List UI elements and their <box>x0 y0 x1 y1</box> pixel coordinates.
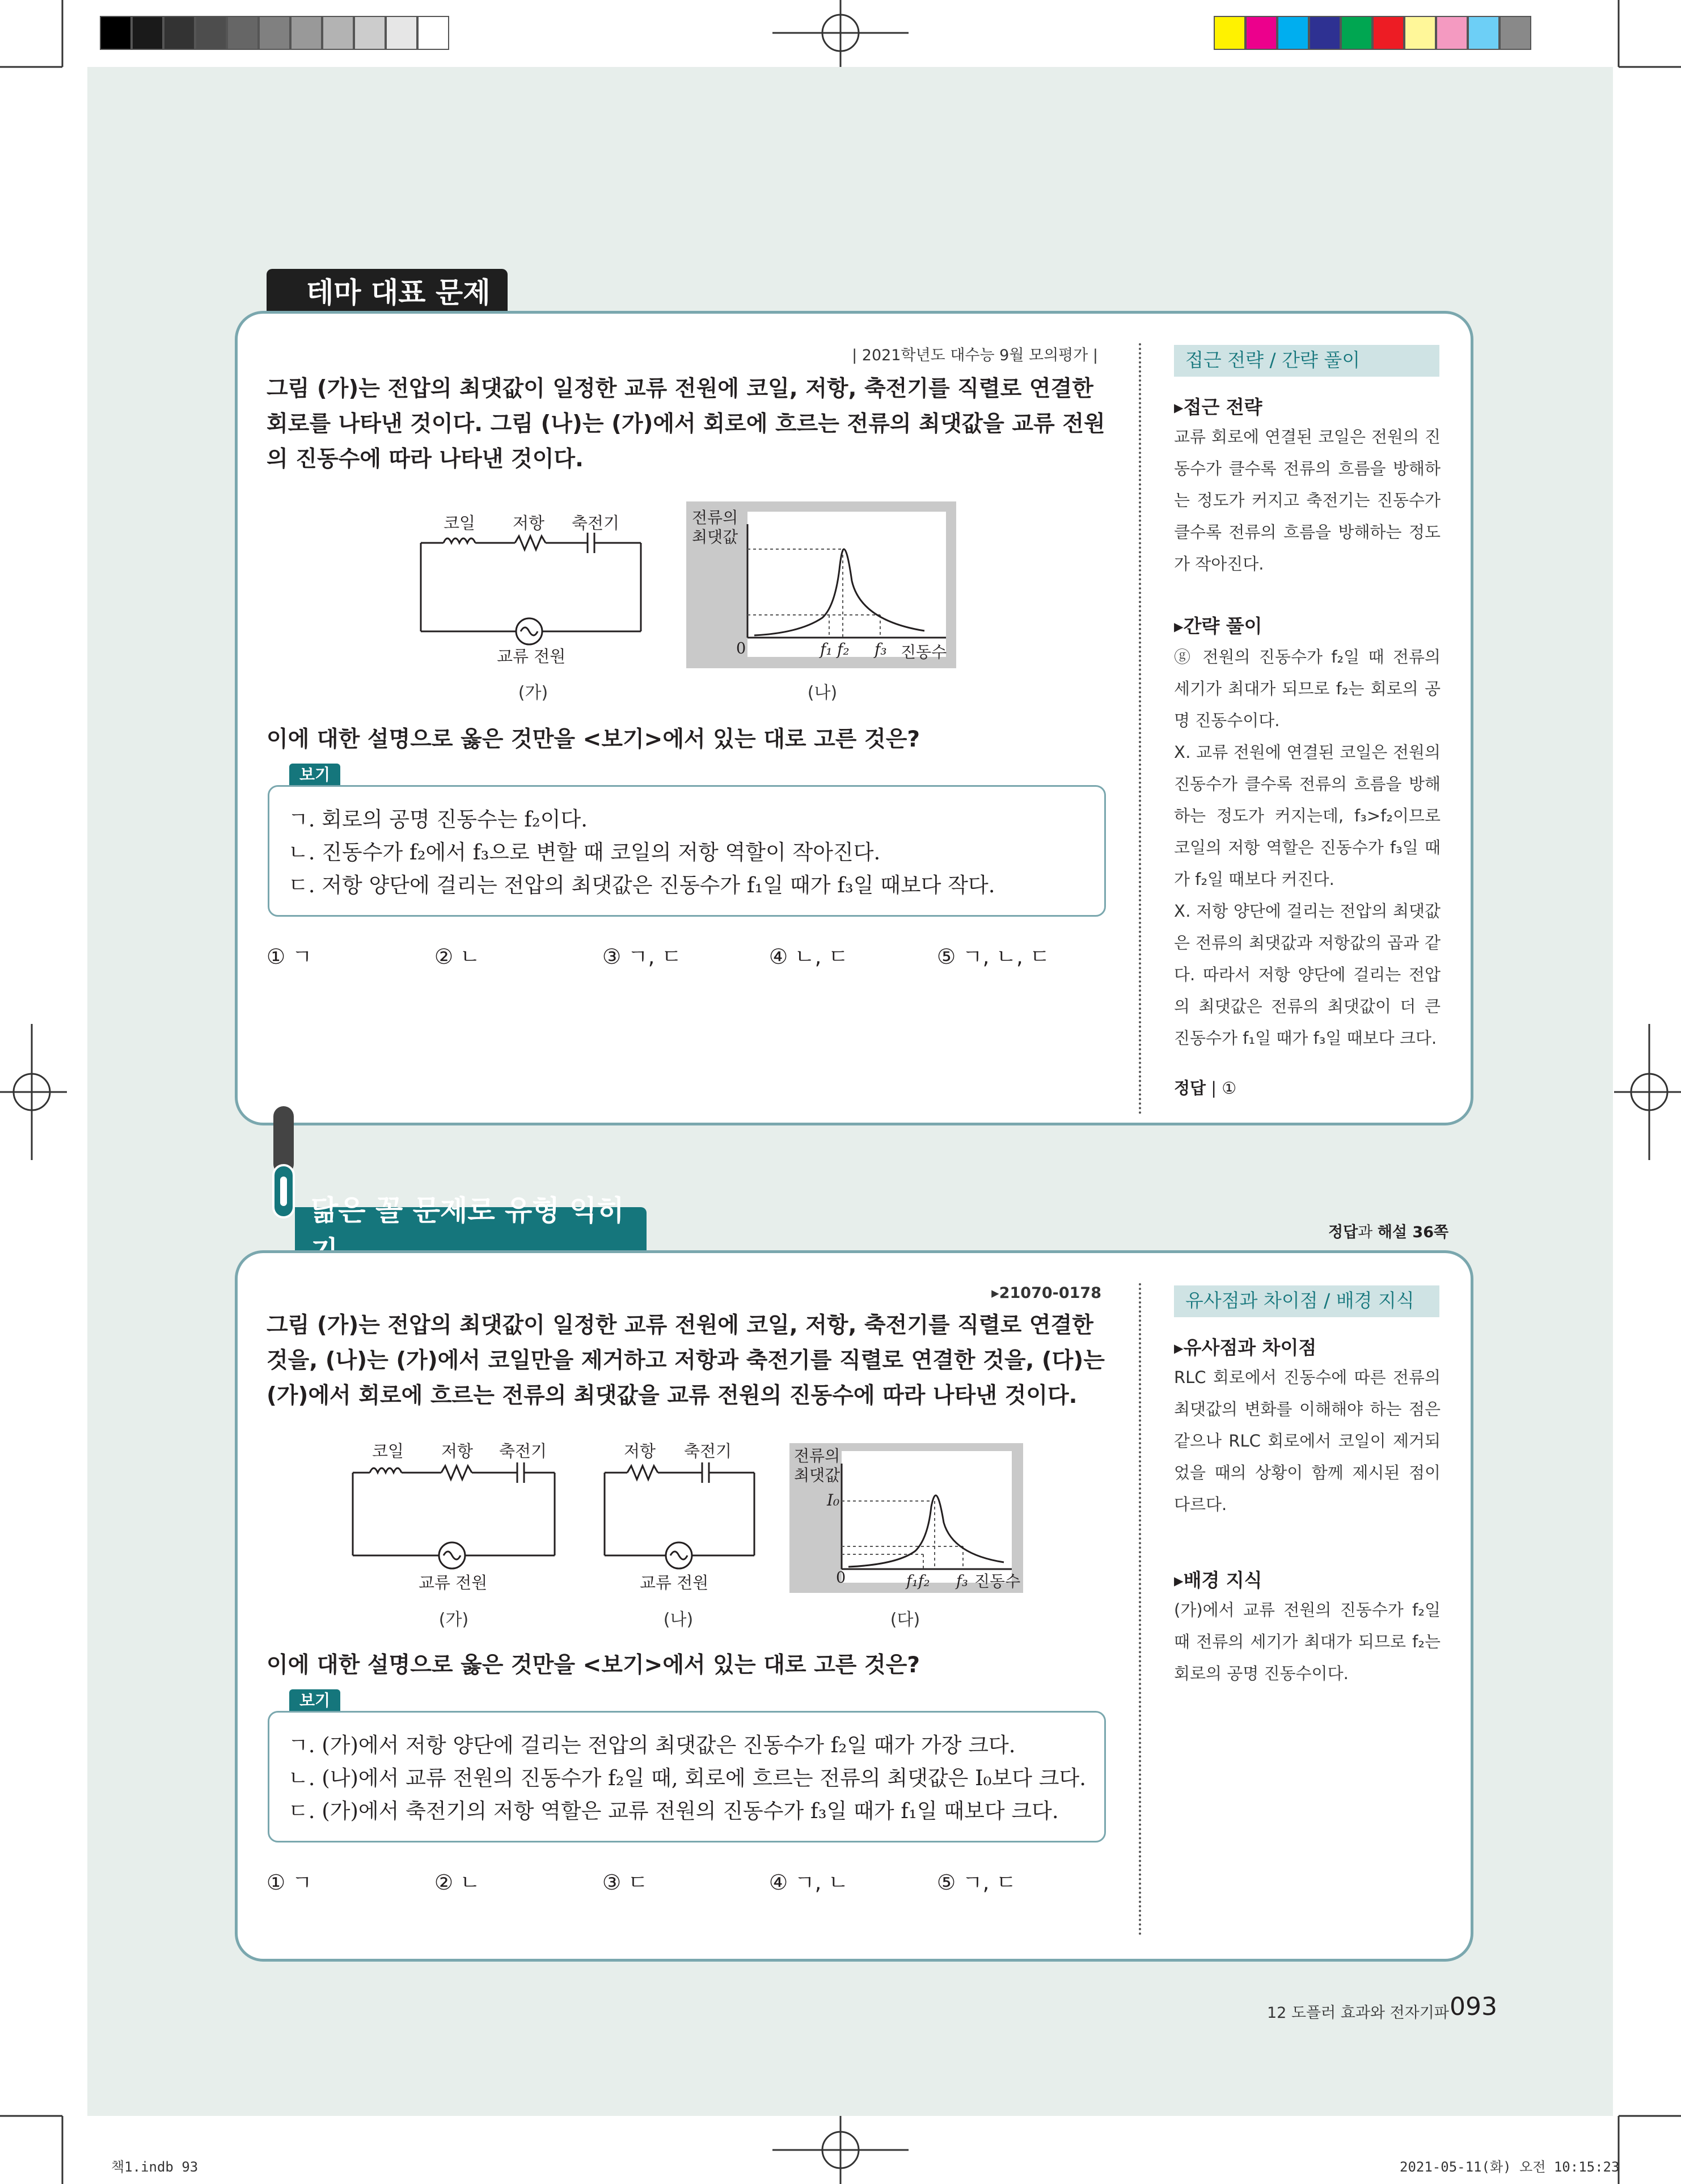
section2-b-source-label: 교류 전원 <box>640 1573 709 1592</box>
section2-tab-title: 닮은 꼴 문제로 유형 익히 <box>311 1194 624 1227</box>
section1-divider <box>1139 343 1141 1115</box>
section1-capacitor-label: 축전기 <box>572 513 620 533</box>
section1-tab-title: 테마 대표 문제 <box>306 276 491 309</box>
section1-bogi-item: ㄴ. 진동수가 f₂에서 f₃으로 변할 때 코일의 저항 역할이 작아진다. <box>288 840 881 865</box>
section1-side-sub2: ▸간략 풀이 <box>1174 615 1262 637</box>
answer-ref-joiner: 과 <box>1358 1224 1378 1241</box>
section2-graph-origin: 0 <box>836 1569 846 1587</box>
section2-a-coil-label: 코일 <box>372 1441 404 1461</box>
section1-bogi-item: ㄱ. 회로의 공명 진동수는 f₂이다. <box>288 807 588 832</box>
svg-text:f₃: f₃ <box>956 1572 968 1590</box>
section1-choice-1[interactable]: ① ㄱ <box>267 945 312 969</box>
section1-caption-a: (가) <box>518 683 548 703</box>
section2-ask: 이에 대한 설명으로 옳은 것만을 <보기>에서 있는 대로 고른 것은? <box>267 1652 920 1678</box>
section2-bogi-item: ㄴ. (나)에서 교류 전원의 진동수가 f₂일 때, 회로에 흐르는 전류의 최댓값은 I₀보다 크다. <box>288 1766 1087 1790</box>
section1-choice-5[interactable]: ⑤ ㄱ, ㄴ, ㄷ <box>937 945 1050 969</box>
section1-graph-ylabel <box>692 508 738 547</box>
section1-resistor-label: 저항 <box>513 513 545 533</box>
print-timestamp: 2021-05-11(화) 오전 10:15:23 <box>1400 2159 1620 2175</box>
section2-bogi-item: ㄷ. (가)에서 축전기의 저항 역할은 교류 전원의 진동수가 f₃일 때가 f₁일 때보다 크다. <box>288 1799 1059 1823</box>
resistor-symbol <box>515 536 546 550</box>
graph-ylabel-line1: 전류의 <box>794 1447 840 1465</box>
coil-symbol <box>370 1468 402 1473</box>
answer-label: 정답 <box>1174 1078 1206 1098</box>
section1-choice-2[interactable]: ② ㄴ <box>434 945 480 969</box>
section1-tab <box>267 269 508 312</box>
section2-graph-ylabel <box>794 1447 840 1485</box>
section2-side-text1: RLC 회로에서 진동수에 따른 전류의 최댓값의 변화를 이해해야 하는 점은 같으나 RLC 회로에서 코일이 제거되었을 때의 상황이 함께 제시된 점이 다르다. <box>1174 1368 1441 1514</box>
section2-a-capacitor-label: 축전기 <box>499 1441 547 1461</box>
page-number: 093 <box>1450 1992 1497 2021</box>
svg-text:f₁f₂: f₁f₂ <box>906 1572 930 1590</box>
chain-link-icon <box>270 1106 298 1220</box>
section2-divider <box>1139 1283 1141 1936</box>
section2-graph-xlabel: 진동수 <box>974 1572 1021 1591</box>
file-slug: 책1.indb 93 <box>111 2159 198 2175</box>
coil-symbol <box>444 538 475 543</box>
section2-side-sub2: ▸배경 지식 <box>1174 1569 1262 1591</box>
graph-ylabel-line2: 최댓값 <box>794 1466 840 1485</box>
chapter-title: 12 도플러 효과와 전자기파 <box>1267 2004 1449 2022</box>
section1-answer <box>1174 1076 1236 1099</box>
section2-caption-b: (나) <box>663 1610 694 1630</box>
svg-text:f₃: f₃ <box>875 640 887 659</box>
svg-text:f₁: f₁ <box>820 640 833 659</box>
section2-caption-c: (다) <box>890 1610 920 1630</box>
section1-question: 그림 (가)는 전압의 최댓값이 일정한 교류 전원에 코일, 저항, 축전기를 직렬로 연결한 회로를 나타낸 것이다. 그림 (나)는 (가)에서 회로에 흐르는 전류의 최댓값을 교류 전원의 진동수에 따라 나타낸 것이다. <box>267 376 1105 472</box>
section2-a-source-label: 교류 전원 <box>419 1573 488 1592</box>
section1-source-label: 교류 전원 <box>497 647 566 666</box>
section1-source: | 2021학년도 대수능 9월 모의평가 | <box>852 347 1098 364</box>
section1-bogi-item: ㄷ. 저항 양단에 걸리는 전압의 최댓값은 진동수가 f₁일 때가 f₃일 때보다 작다. <box>288 873 995 897</box>
section1-choice-4[interactable]: ④ ㄴ, ㄷ <box>769 945 848 969</box>
section2-choice-2[interactable]: ② ㄴ <box>434 1870 480 1895</box>
section1-side-sub1: ▸접근 전략 <box>1174 396 1262 418</box>
section1-side-text3: Ⅹ. 교류 전원에 연결된 코일은 전원의 진동수가 클수록 전류의 흐름을 방해하는 정도가 커지는데, f₃>f₂이므로 코일의 저항 역할은 진동수가 f₃일 때가 f₂일 때보다 커진다. <box>1174 743 1441 889</box>
section1-coil-label: 코일 <box>444 513 476 533</box>
answer-ref-page: 해설 36쪽 <box>1377 1224 1449 1241</box>
section2-b-capacitor-label: 축전기 <box>684 1441 732 1461</box>
section2-answer-ref <box>1328 1220 1448 1242</box>
resistor-symbol <box>627 1466 658 1479</box>
section2-b-resistor-label: 저항 <box>624 1441 656 1461</box>
section1-side-text1: 교류 회로에 연결된 코일은 전원의 진동수가 클수록 전류의 흐름을 방해하는 정도가 커지고 축전기는 진동수가 클수록 전류의 흐름을 방해하는 정도가 작아진다. <box>1174 427 1441 574</box>
section1-caption-b: (나) <box>807 683 838 703</box>
answer-ref-label: 정답 <box>1328 1224 1358 1241</box>
section1-side-heading: 접근 전략 / 간략 풀이 <box>1174 345 1439 377</box>
section2-side-sub1: ▸유사점과 차이점 <box>1174 1336 1317 1359</box>
section2-graph-i0: I₀ <box>827 1491 840 1510</box>
section2-choice-5[interactable]: ⑤ ㄱ, ㄷ <box>937 1870 1016 1895</box>
section2-caption-a: (가) <box>438 1610 469 1630</box>
section2-choice-1[interactable]: ① ㄱ <box>267 1870 312 1895</box>
section2-side-text2: (가)에서 교류 전원의 진동수가 f₂일 때 전류의 세기가 최대가 되므로 f₂는 회로의 공명 진동수이다. <box>1174 1600 1441 1683</box>
section1-choice-3[interactable]: ③ ㄱ, ㄷ <box>602 945 682 969</box>
section2-choice-4[interactable]: ④ ㄱ, ㄴ <box>769 1870 848 1895</box>
section2-bogi-item: ㄱ. (가)에서 저항 양단에 걸리는 전압의 최댓값은 진동수가 f₂일 때가 가장 크다. <box>288 1733 1016 1757</box>
section1-side-text4: Ⅹ. 저항 양단에 걸리는 전압의 최댓값은 전류의 최댓값과 저항값의 곱과 같다. 따라서 저항 양단에 걸리는 전압의 최댓값은 전류의 최댓값이 더 큰 진동수가 f₁일 때가 f₃일 때보다 크다. <box>1174 901 1441 1048</box>
section1-ask: 이에 대한 설명으로 옳은 것만을 <보기>에서 있는 대로 고른 것은? <box>267 727 920 752</box>
section2-side-heading: 유사점과 차이점 / 배경 지식 <box>1174 1285 1439 1317</box>
section2-choice-3[interactable]: ③ ㄷ <box>602 1870 648 1895</box>
section1-graph-xlabel: 진동수 <box>901 643 947 661</box>
section2-tab <box>295 1194 647 1250</box>
answer-value: | ① <box>1211 1078 1237 1098</box>
resistor-symbol <box>441 1466 472 1479</box>
section1-graph-origin: 0 <box>736 640 746 657</box>
section2-question: 그림 (가)는 전압의 최댓값이 일정한 교류 전원에 코일, 저항, 축전기를 직렬로 연결한 것을, (나)는 (가)에서 코일만을 제거하고 저항과 축전기를 직렬로 연결한 것을, (다)는 (가)에서 회로에 흐르는 전류의 최댓값을 교류 전원의 진동수에 따라 나타낸 것이다. <box>267 1313 1105 1409</box>
section1-bogi-label: 보기 <box>289 764 340 786</box>
section2-bogi-label: 보기 <box>289 1689 340 1712</box>
section1-side-text2: ⓖ 전원의 진동수가 f₂일 때 전류의 세기가 최대가 되므로 f₂는 회로의 공명 진동수이다. <box>1174 647 1441 730</box>
svg-text:f₂: f₂ <box>837 640 850 659</box>
graph-ylabel-line1: 전류의 <box>692 508 738 527</box>
graph-ylabel-line2: 최댓값 <box>692 528 738 546</box>
section2-a-resistor-label: 저항 <box>441 1441 474 1461</box>
section2-source: ▸21070-0178 <box>991 1284 1101 1302</box>
